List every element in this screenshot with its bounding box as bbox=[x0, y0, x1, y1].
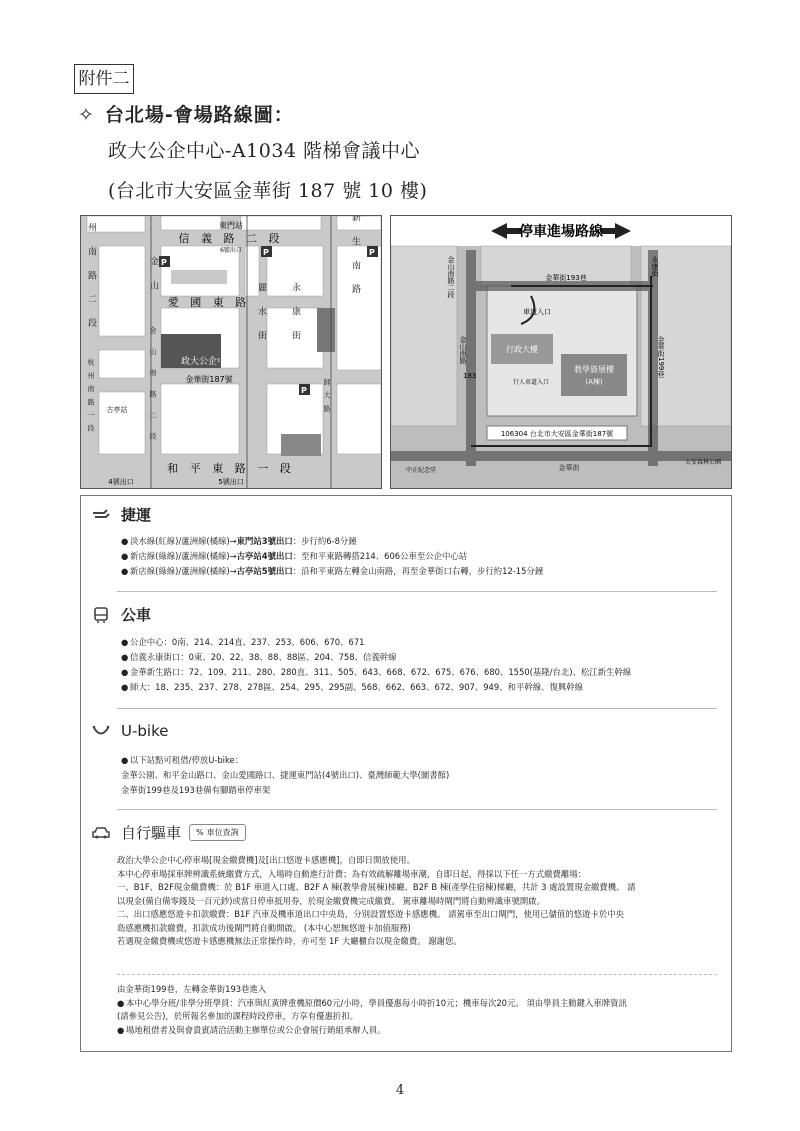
drive-p1-line: 本中心停車場採車牌辨識系統繳費方式，入場時自動進行計費；為有效疏解離場車潮，自即日起，得採以下任一方式繳費離場： bbox=[117, 868, 586, 879]
map-street-left: 金山南路 bbox=[459, 336, 467, 364]
drive-p1-line: 若遇現金繳費機或悠遊卡感應機無法正常操作時，亦可至 1F 大廳櫃台以現金繳費。 謝謝您。 bbox=[117, 936, 462, 946]
metro-icon bbox=[81, 509, 121, 521]
map-exit-bm: 5號出口 bbox=[218, 478, 244, 486]
parking-query-button[interactable] bbox=[189, 824, 246, 841]
map-road-top: 信 義 路 二 段 bbox=[178, 232, 284, 245]
map-station-guting: 古亭站 bbox=[106, 406, 128, 414]
parking-query-label: 車位查詢 bbox=[206, 828, 239, 837]
map-venue-label: 政大公企中心 bbox=[181, 357, 236, 367]
map-road-shida: 師 大 路 bbox=[323, 378, 331, 414]
map-lane-193: 金華街193巷 bbox=[545, 274, 587, 282]
map-road-left-r: 金山南路二段 bbox=[447, 256, 455, 298]
mrt-title: 捷運 bbox=[121, 506, 152, 524]
mrt-line-1: ● 淡水線(紅線)/蘆洲線(橘線)→東門站3號出口：步行約6-8分鐘 bbox=[121, 536, 357, 546]
svg-text:P: P bbox=[161, 258, 167, 267]
map-road-bottom-r: 金華街 bbox=[558, 464, 580, 472]
map-road-right: 永康街 bbox=[651, 256, 659, 277]
drive-p1-line: 以現金(備自備零錢及一百元鈔)或當日停車抵用券，於現金繳費機完成繳費。 駕車離場時閘門將自動辨識車號開啟。 bbox=[117, 895, 545, 906]
map-road-left: 杭 州 南 路 二 段 bbox=[86, 216, 96, 334]
bus-line-4: ● 師大：18、235、237、278、278區、254、295、295副、568、662、663、672、907、949、和平幹線、復興幹線 bbox=[121, 682, 583, 692]
divider bbox=[117, 974, 717, 975]
drive-p2-line: ● 場地租借者及與會貴賓請洽活動主辦單位或公企會展行銷組承辦人員。 bbox=[117, 1024, 386, 1035]
link-icon: % bbox=[196, 828, 204, 837]
svg-text:P: P bbox=[263, 248, 269, 257]
bus-title: 公車 bbox=[121, 606, 152, 624]
map-road-sub: 金 山 南 路 二 段 bbox=[149, 326, 157, 446]
svg-text:P: P bbox=[369, 248, 375, 257]
map-entrance: 車道入口 bbox=[523, 308, 551, 316]
drive-header bbox=[81, 822, 246, 843]
page-number: 4 bbox=[395, 1083, 405, 1098]
ubike-line-2: 金華公園、和平金山路口、金山愛國路口、捷運東門站(4號出口)、臺灣師範大學(圖書館) bbox=[121, 770, 450, 780]
car-icon bbox=[81, 826, 121, 840]
map-corner-right: 大安森林公園 bbox=[684, 459, 722, 466]
bldg-admin: 行政大樓 bbox=[506, 345, 538, 354]
drive-title: 自行驅車 bbox=[121, 824, 182, 842]
ubike-line-3: 金華街199巷及193巷備有腳踏車停車架 bbox=[121, 785, 271, 795]
divider bbox=[117, 708, 717, 709]
map-station-top: 東門站 bbox=[219, 221, 243, 230]
svg-text:P: P bbox=[301, 386, 307, 395]
street-map bbox=[80, 215, 382, 489]
map-road-yongkang: 永 康 街 bbox=[290, 282, 300, 346]
map-exit-bl: 4號出口 bbox=[108, 478, 134, 486]
map-road-left-mid: 金 山 bbox=[148, 256, 158, 296]
drive-para-1 bbox=[117, 854, 717, 949]
map-road-bottom: 和 平 東 路 一 段 bbox=[167, 462, 295, 475]
bus-line-3: ● 金華新生路口：72、109、211、280、280直、311、505、643、668、672、675、676、680、1550(基隆/台北)、松江新生幹線 bbox=[121, 667, 632, 677]
page-title bbox=[78, 100, 294, 127]
map-road-hangzhou-low: 杭 州 南 路 一 段 bbox=[87, 358, 95, 434]
map-road-aiguo: 愛 國 東 路 bbox=[167, 296, 251, 309]
map-corner-left: 中正紀念堂 bbox=[405, 467, 437, 474]
transport-panel bbox=[80, 495, 732, 1052]
venue-name: 政大公企中心-A1034 階梯會議中心 bbox=[108, 140, 421, 162]
drive-p1-line: 政治大學公企中心停車場[現金繳費機]及[出口悠遊卡感應機]，自即日開放使用。 bbox=[117, 855, 415, 865]
map-num-183: 183 bbox=[463, 372, 477, 380]
bus-line-2: ● 信義永康街口：0東、20、22、38、88、88區、204、758、信義幹線 bbox=[121, 652, 397, 662]
parking-route-map bbox=[390, 215, 732, 489]
bldg-a: 教學資展樓 bbox=[574, 365, 614, 374]
venue-address: (台北市大安區金華街 187 號 10 樓) bbox=[108, 180, 428, 202]
bus-icon bbox=[81, 607, 121, 623]
drive-p2-line: (請參見公告)，於所報名參加的課程時段停車，方享有優惠折扣。 bbox=[117, 1011, 359, 1021]
drive-p1-line: 二、出口感應悠遊卡扣款繳費：B1F 汽車及機車道出口中央島，分別設置悠遊卡感應機。 請駕車至出口閘門，使用已儲值的悠遊卡於中央 bbox=[117, 909, 624, 919]
drive-p1-line: 島感應機扣款繳費，扣款成功後閘門將自動開啟。 (本中心恕無悠遊卡加值服務) bbox=[117, 922, 411, 933]
bike-icon bbox=[81, 725, 121, 737]
map-road-lishui: 麗 水 街 bbox=[256, 282, 266, 346]
map-entrance2: 行人車道入口 bbox=[512, 379, 550, 386]
attachment-tag: 附件二 bbox=[74, 64, 134, 94]
ubike-line-1: ● 以下站點可租借/停放U-bike： bbox=[121, 755, 244, 765]
map-road-xinsheng: 新 生 南 路 bbox=[350, 216, 360, 300]
ubike-header bbox=[81, 722, 168, 740]
map-lane-199: 金華街199巷 bbox=[657, 336, 665, 378]
divider bbox=[117, 591, 717, 592]
bus-header bbox=[81, 604, 151, 625]
mrt-line-2: ● 新店線(綠線)/蘆洲線(橘線)→古亭站4號出口：至和平東路轉搭214、606公車至公企中心站 bbox=[121, 551, 468, 561]
mrt-header bbox=[81, 504, 151, 525]
divider bbox=[117, 809, 717, 810]
map-address: 106304 台北市大安區金華街187號 bbox=[500, 430, 614, 438]
map-road-jinhua: 金華街187號 bbox=[185, 375, 233, 384]
ubike-title: U-bike bbox=[121, 722, 169, 740]
diamond-icon: ✧ bbox=[78, 104, 95, 126]
drive-para-2 bbox=[117, 983, 717, 1037]
bus-line-1: ● 公企中心：0南、214、214直、237、253、606、670、671 bbox=[121, 637, 365, 647]
drive-p1-line: 一、B1F、B2F現金繳費機：於 B1F 車道入口處、B2F A 棟(教學會展棟)梯廳、B2F B 棟(產學住宿棟)梯廳，共計 3 處設置現金繳費機。 請 bbox=[117, 882, 636, 892]
title-text: 台北場-會場路線圖： bbox=[104, 104, 294, 126]
mrt-line-3: ● 新店線(綠線)/蘆洲線(橘線)→古亭站5號出口：沿和平東路左轉金山南路，再至金華街口右轉，步行約12-15分鐘 bbox=[121, 566, 544, 576]
parking-banner: 停車進場路線 bbox=[519, 224, 603, 240]
drive-p2-line: ● 本中心學分班/非學分班學員：汽車與紅黃牌重機原價60元/小時，學員優惠每小時折10元；機車每次20元。 須由學員主動鍵入車牌資訊 bbox=[117, 997, 627, 1008]
drive-p2-line: 由金華街199巷，左轉金華街193巷進入 bbox=[117, 984, 267, 994]
map-exit-label: 6號出口 bbox=[220, 247, 242, 254]
bldg-a-sub: (A棟) bbox=[585, 378, 603, 386]
